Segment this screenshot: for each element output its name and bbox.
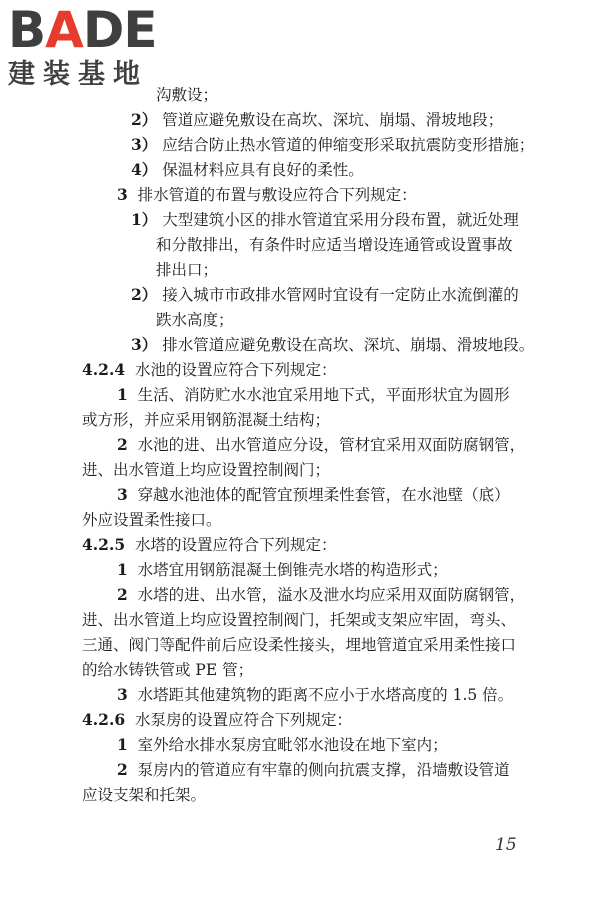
list-item: 2） 接入城市市政排水管网时宜设有一定防止水流倒灌的 [131, 285, 519, 304]
text-line: 进、出水管道上均应设置控制阀门，托架或支架应牢固，弯头、 [82, 611, 517, 629]
text-line: 沟敷设； [156, 86, 219, 104]
text-line: 和分散排出，有条件时应适当增设连通管或设置事故 [156, 236, 513, 254]
list-item: 3 水塔距其他建筑物的距离不应小于水塔高度的 1.5 倍。 [117, 685, 514, 704]
list-item: 1） 大型建筑小区的排水管道宜采用分段布置，就近处理 [131, 210, 519, 229]
section-heading: 4.2.5 水塔的设置应符合下列规定： [82, 535, 337, 554]
list-item: 2 泵房内的管道应有牢靠的侧向抗震支撑，沿墙敷设管道 [117, 760, 510, 779]
list-item: 1 水塔宜用钢筋混凝土倒锥壳水塔的构造形式； [117, 560, 448, 579]
bade-logo [8, 1, 178, 94]
text-line: 外应设置柔性接口。 [82, 511, 222, 529]
page-number: 15 [495, 835, 517, 855]
text-line: 跌水高度； [156, 311, 234, 329]
logo-title: BADE [8, 1, 157, 59]
list-item: 2） 管道应避免敷设在高坎、深坑、崩塌、滑坡地段； [131, 110, 504, 129]
text-line: 应设支架和托架。 [82, 786, 207, 804]
text-line: 排出口； [156, 261, 219, 279]
section-heading: 4.2.4 水池的设置应符合下列规定： [82, 360, 337, 379]
text-line: 或方形，并应采用钢筋混凝土结构； [82, 411, 331, 429]
logo-subtitle: 建装基地 [8, 59, 148, 90]
list-item: 2 水池的进、出水管道应分设，管材宜采用双面防腐钢管， [117, 435, 526, 454]
list-item: 1 室外给水排水泵房宜毗邻水池设在地下室内； [117, 735, 448, 754]
list-item: 3） 应结合防止热水管道的伸缩变形采取抗震防变形措施； [131, 135, 535, 154]
text-line: 的给水铸铁管或 PE 管； [82, 661, 254, 679]
section-heading: 4.2.6 水泵房的设置应符合下列规定： [82, 710, 353, 729]
text-line: 进、出水管道上均应设置控制阀门； [82, 461, 331, 479]
list-item: 4） 保温材料应具有良好的柔性。 [131, 160, 364, 179]
list-item: 3） 排水管道应避免敷设在高坎、深坑、崩塌、滑坡地段。 [131, 335, 535, 354]
list-item: 1 生活、消防贮水水池宜采用地下式，平面形状宜为圆形 [117, 385, 510, 404]
list-item: 3 排水管道的布置与敷设应符合下列规定： [117, 185, 417, 204]
text-line: 三通、阀门等配件前后应设柔性接头，埋地管道宜采用柔性接口 [82, 636, 517, 654]
list-item: 3 穿越水池池体的配管宜预埋柔性套管，在水池壁（底） [117, 485, 510, 504]
list-item: 2 水塔的进、出水管，溢水及泄水均应采用双面防腐钢管， [117, 585, 526, 604]
